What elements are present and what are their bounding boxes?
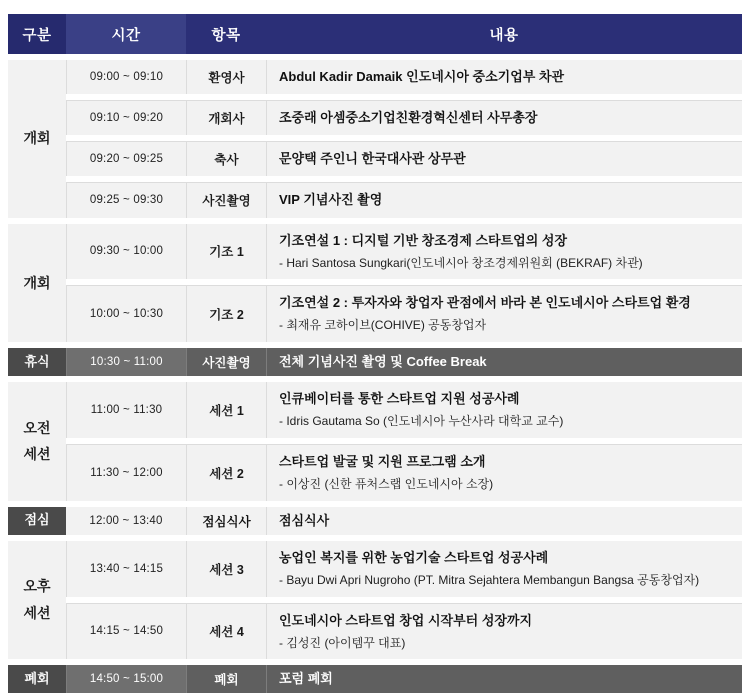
cell-time: 09:20 ~ 09:25 <box>66 141 186 176</box>
cell-item: 기조 2 <box>186 285 266 342</box>
cell-item: 폐회 <box>186 665 266 693</box>
column-header-item: 항목 <box>186 14 266 54</box>
content-title: 조중래 아셈중소기업친환경혁신센터 사무총장 <box>279 110 538 126</box>
cell-item: 축사 <box>186 141 266 176</box>
content-title: VIP 기념사진 촬영 <box>279 192 383 208</box>
cell-item: 개회사 <box>186 100 266 135</box>
cell-time: 10:30 ~ 11:00 <box>66 348 186 376</box>
cell-content <box>266 182 742 217</box>
cell-time: 09:30 ~ 10:00 <box>66 224 186 280</box>
agenda-table <box>8 8 742 699</box>
content-speaker: - Bayu Dwi Apri Nugroho (PT. Mitra Sejahtera Membangun Bangsa 공동창업자) <box>279 572 700 587</box>
cell-content <box>266 382 742 438</box>
cell-content <box>266 224 742 280</box>
table-row <box>8 182 742 217</box>
content-title: 문양택 주인니 한국대사관 상무관 <box>279 151 466 167</box>
table-row <box>8 507 742 535</box>
cell-item: 환영사 <box>186 60 266 94</box>
content-title: 포럼 폐회 <box>279 671 333 687</box>
cell-division: 폐회 <box>8 665 66 693</box>
cell-item: 세션 2 <box>186 444 266 501</box>
cell-item: 점심식사 <box>186 507 266 535</box>
content-speaker: - Hari Santosa Sungkari(인도네시아 창조경제위원회 (BEKRAF) 차관) <box>279 255 643 270</box>
column-header-content: 내용 <box>266 14 742 54</box>
content-title: 인큐베이터를 통한 스타트업 지원 성공사례 <box>279 391 520 407</box>
cell-time: 09:00 ~ 09:10 <box>66 60 186 94</box>
table-header-row <box>8 14 742 54</box>
cell-content <box>266 541 742 597</box>
table-row <box>8 141 742 176</box>
table-row <box>8 541 742 597</box>
content-title: 기조연설 2 : 투자자와 창업자 관점에서 바라 본 인도네시아 스타트업 환경 <box>279 295 691 311</box>
cell-content <box>266 285 742 342</box>
cell-time: 14:50 ~ 15:00 <box>66 665 186 693</box>
table-row <box>8 603 742 660</box>
cell-item: 세션 4 <box>186 603 266 660</box>
cell-time: 12:00 ~ 13:40 <box>66 507 186 535</box>
table-row <box>8 382 742 438</box>
cell-division: 오후 세션 <box>8 541 66 659</box>
cell-content <box>266 141 742 176</box>
column-header-time: 시간 <box>66 14 186 54</box>
cell-content <box>266 60 742 94</box>
content-title: 점심식사 <box>279 512 330 528</box>
table-row <box>8 60 742 94</box>
table-header <box>8 14 742 54</box>
cell-time: 09:10 ~ 09:20 <box>66 100 186 135</box>
table-body <box>8 60 742 693</box>
cell-content <box>266 444 742 501</box>
cell-time: 11:00 ~ 11:30 <box>66 382 186 438</box>
cell-item: 사진촬영 <box>186 182 266 217</box>
cell-item: 세션 1 <box>186 382 266 438</box>
content-title: 스타트업 발굴 및 지원 프로그램 소개 <box>279 453 486 469</box>
cell-division: 개회 <box>8 60 66 218</box>
content-speaker: - 최재유 코하이브(COHIVE) 공동창업자 <box>279 318 487 333</box>
content-speaker: - Idris Gautama So (인도네시아 누산사라 대학교 교수) <box>279 414 564 429</box>
cell-content <box>266 348 742 376</box>
column-header-division: 구분 <box>8 14 66 54</box>
cell-item: 세션 3 <box>186 541 266 597</box>
content-speaker: - 이상진 (신한 퓨처스랩 인도네시아 소장) <box>279 477 494 492</box>
cell-time: 11:30 ~ 12:00 <box>66 444 186 501</box>
cell-time: 14:15 ~ 14:50 <box>66 603 186 660</box>
cell-content <box>266 507 742 535</box>
table-row <box>8 665 742 693</box>
content-title: 인도네시아 스타트업 창업 시작부터 성장까지 <box>279 612 533 628</box>
cell-division: 휴식 <box>8 348 66 376</box>
content-title: 농업인 복지를 위한 농업기술 스타트업 성공사례 <box>279 549 549 565</box>
cell-division: 개회 <box>8 224 66 342</box>
table-row <box>8 348 742 376</box>
cell-content <box>266 665 742 693</box>
table-row <box>8 224 742 280</box>
content-title: Abdul Kadir Damaik 인도네시아 중소기업부 차관 <box>279 69 565 84</box>
table-row <box>8 100 742 135</box>
content-title: 기조연설 1 : 디지털 기반 창조경제 스타트업의 성장 <box>279 232 568 248</box>
cell-item: 기조 1 <box>186 224 266 280</box>
content-speaker: - 김성진 (아이템꾸 대표) <box>279 635 406 650</box>
cell-division: 점심 <box>8 507 66 535</box>
content-title: 전체 기념사진 촬영 및 Coffee Break <box>279 354 487 370</box>
cell-time: 09:25 ~ 09:30 <box>66 182 186 217</box>
cell-time: 10:00 ~ 10:30 <box>66 285 186 342</box>
cell-item: 사진촬영 <box>186 348 266 376</box>
cell-content <box>266 603 742 660</box>
cell-division: 오전 세션 <box>8 382 66 500</box>
table-row <box>8 444 742 501</box>
cell-content <box>266 100 742 135</box>
cell-time: 13:40 ~ 14:15 <box>66 541 186 597</box>
table-row <box>8 285 742 342</box>
